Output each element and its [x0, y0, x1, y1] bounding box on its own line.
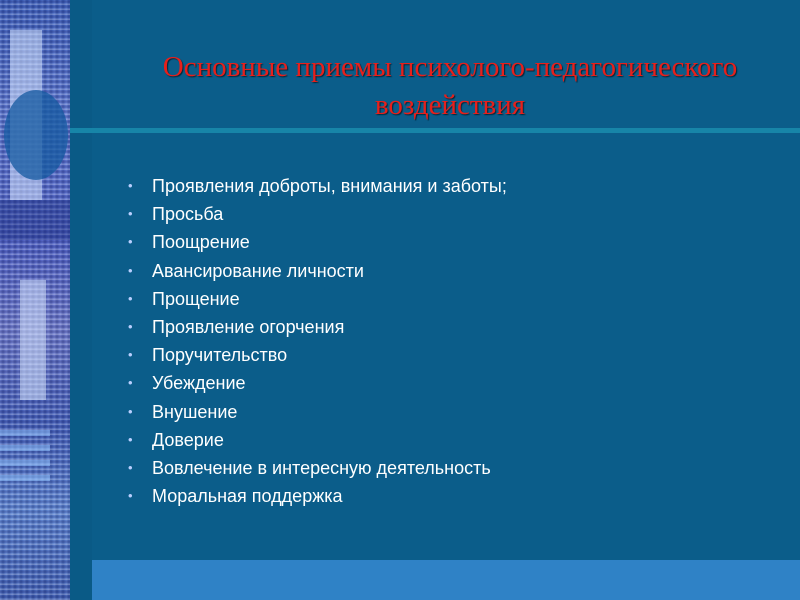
bullet-dot-icon: •: [128, 178, 133, 193]
bullet-dot-icon: •: [128, 460, 133, 476]
bullet-dot-icon: •: [128, 234, 133, 250]
bullet-text: Просьба: [152, 204, 224, 225]
bullet-dot-icon: •: [128, 488, 133, 504]
decorative-stripe: [0, 475, 50, 481]
bullet-item: [128, 200, 507, 228]
bullet-item: [128, 426, 507, 454]
footer-bar: [92, 560, 800, 600]
bullet-dot-icon: •: [128, 375, 133, 391]
bullet-text: Вовлечение в интересную деятельность: [152, 458, 491, 479]
decorative-stripe: [0, 460, 50, 466]
bullet-text: Поощрение: [152, 232, 250, 253]
decorative-band: [0, 200, 70, 240]
bullet-item: [128, 398, 507, 426]
decorative-bar: [20, 280, 46, 400]
bullet-item: [128, 482, 507, 510]
bullet-item: [128, 313, 507, 341]
bullet-text: Убеждение: [152, 373, 246, 394]
bullet-dot-icon: •: [128, 431, 133, 447]
bullet-text: Прощение: [152, 288, 240, 309]
bullet-item: [128, 257, 507, 285]
decorative-stripe: [0, 430, 50, 436]
bullet-item: [128, 369, 507, 397]
bullet-dot-icon: •: [128, 206, 133, 222]
bullet-item: [128, 341, 507, 369]
bullet-list: [128, 172, 507, 510]
bullet-item: [128, 228, 507, 256]
bullet-text: Моральная поддержка: [152, 486, 343, 507]
bullet-text: Поручительство: [152, 345, 288, 366]
slide-title: Основные приемы психолого-педагогического воздействия: [162, 51, 738, 121]
bullet-item: [128, 285, 507, 313]
bullet-item: [128, 454, 507, 482]
bullet-text: Проявление огорчения: [152, 317, 345, 338]
footer-edge: [70, 560, 92, 600]
bullet-text: Внушение: [152, 401, 238, 422]
vertical-divider: [70, 0, 92, 600]
bullet-text: Авансирование личности: [152, 260, 364, 281]
bullet-dot-icon: •: [128, 347, 133, 363]
bullet-dot-icon: •: [128, 403, 133, 419]
decorative-circle: [4, 90, 68, 180]
bullet-dot-icon: •: [128, 290, 133, 306]
decorative-stripe: [0, 445, 50, 451]
bullet-dot-icon: •: [128, 319, 133, 335]
decorative-side-panel: [0, 0, 70, 600]
horizontal-divider: [70, 128, 800, 133]
bullet-text: Проявления доброты, внимания и заботы;: [152, 176, 507, 196]
bullet-dot-icon: •: [128, 262, 133, 278]
bullet-item: [128, 172, 507, 200]
bullet-text: Доверие: [152, 429, 224, 450]
